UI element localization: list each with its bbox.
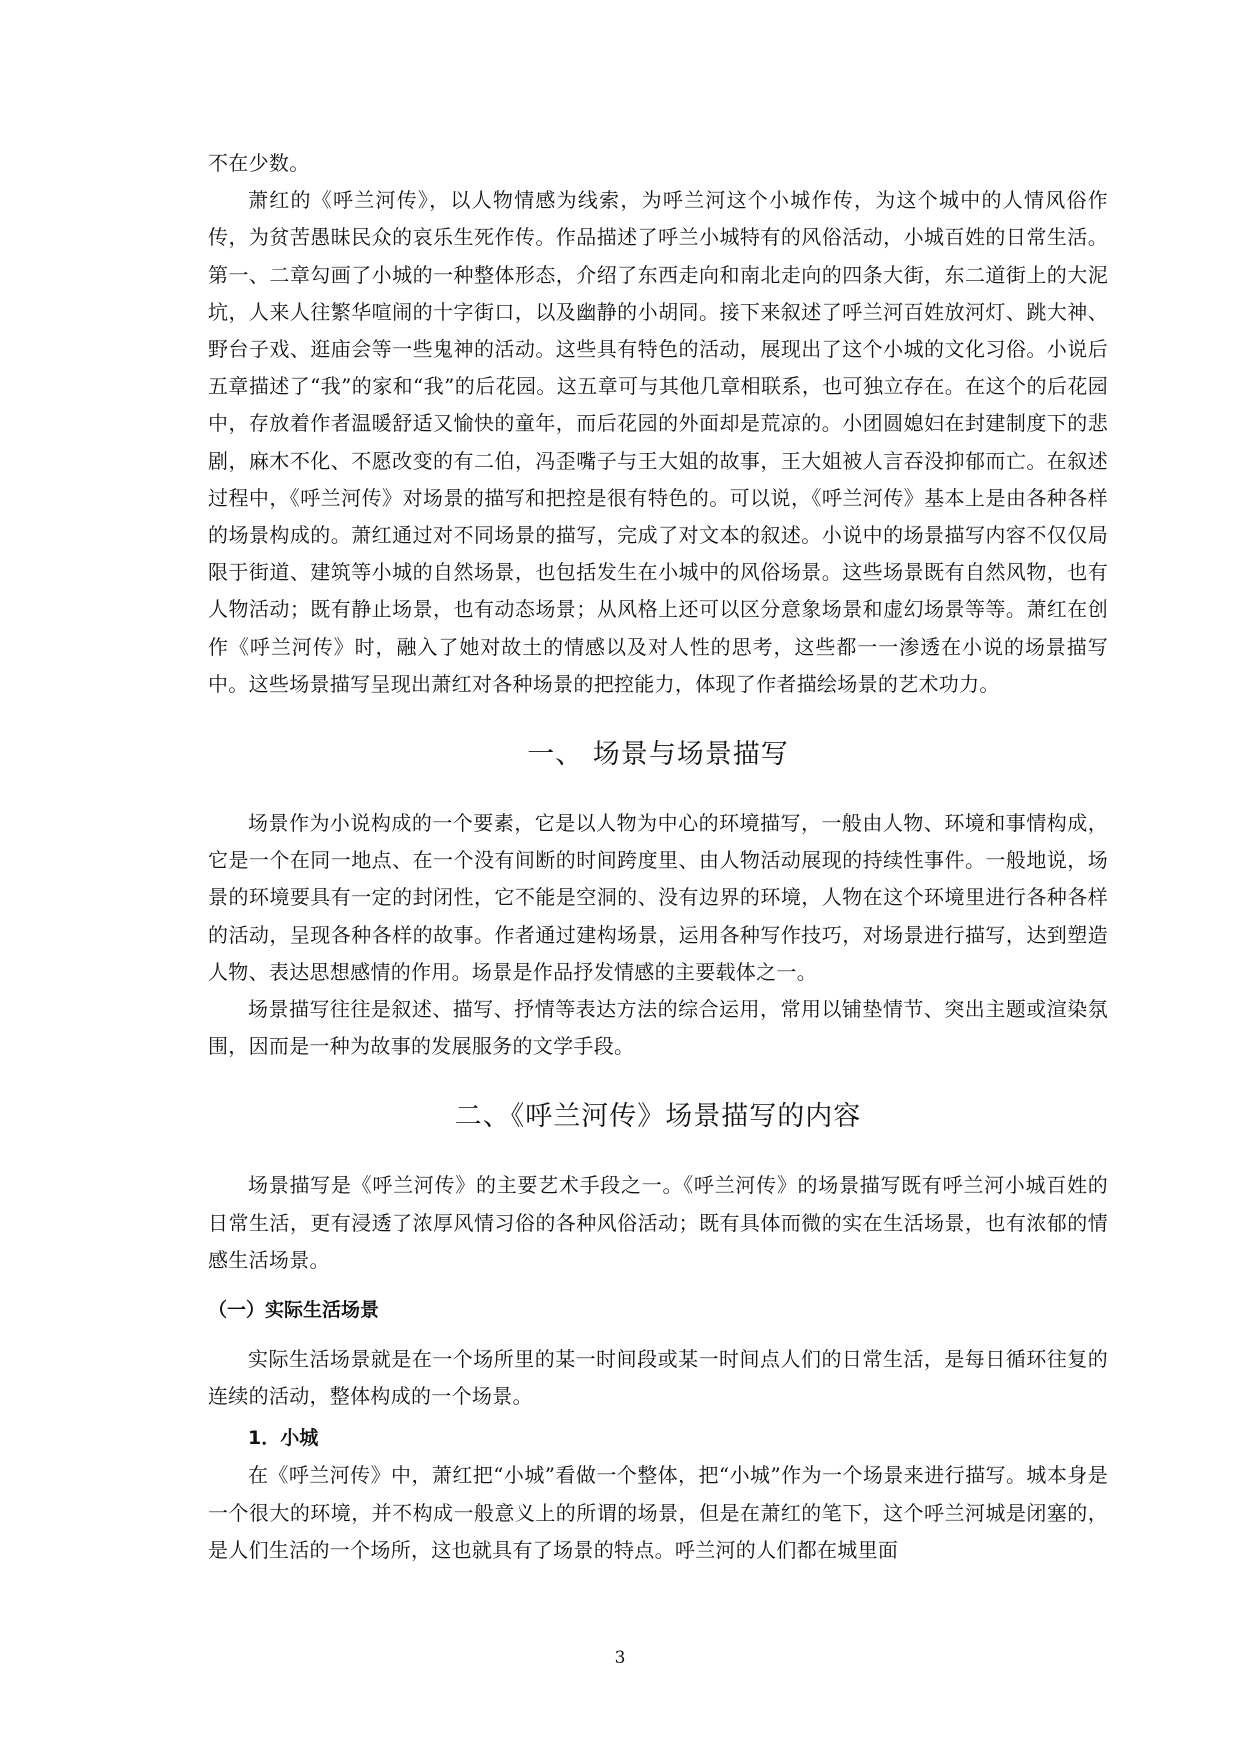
paragraph-small-town: 在《呼兰河传》中，萧红把“小城”看做一个整体，把“小城”作为一个场景来进行描写。城本身是一个很大的环境，并不构成一般意义上的所谓的场景，但是在萧红的笔下，这个呼兰河城是闭塞的，是人们生活的一个场所，这也就具有了场景的特点。呼兰河的人们都在城里面 bbox=[208, 1463, 1108, 1562]
page-body bbox=[208, 145, 1108, 1569]
subheading-real-life-scenes: （一）实际生活场景 bbox=[208, 1299, 380, 1322]
section-heading-scene-description: 一、 场景与场景描写 bbox=[527, 739, 789, 771]
section-heading-scene-content: 二、《呼兰河传》场景描写的内容 bbox=[454, 1101, 862, 1133]
paragraph-real-life-definition: 实际生活场景就是在一个场所里的某一时间段或某一时间点人们的日常生活，是每日循环往复的连续的活动，整体构成的一个场景。 bbox=[208, 1347, 1108, 1409]
paragraph-scene-techniques: 场景描写往往是叙述、描写、抒情等表达方法的综合运用，常用以铺垫情节、突出主题或渲染氛围，因而是一种为故事的发展服务的文学手段。 bbox=[208, 997, 1108, 1059]
paragraph-novel-overview: 萧红的《呼兰河传》，以人物情感为线索，为呼兰河这个小城作传，为这个城中的人情风俗作传，为贫苦愚昧民众的哀乐生死作传。作品描述了呼兰小城特有的风俗活动，小城百姓的日常生活。第一、二章勾画了小城的一种整体形态，介绍了东西走向和南北走向的四条大街，东二道街上的大泥坑，人来人往繁华喧闹的十字街口，以及幽静的小胡同。接下来叙述了呼兰河百姓放河灯、跳大神、野台子戏、逛庙会等一些鬼神的活动。这些具有特色的活动，展现出了这个小城的文化习俗。小说后五章描述了“我”的家和“我”的后花园。这五章可与其他几章相联系，也可独立存在。在这个的后花园中，存放着作者温暖舒适又愉快的童年，而后花园的外面却是荒凉的。小团圆媳妇在封建制度下的悲剧，麻木不化、不愿改变的有二伯，冯歪嘴子与王大姐的故事，王大姐被人言吞没抑郁而亡。在叙述过程中，《呼兰河传》对场景的描写和把控是很有特色的。可以说，《呼兰河传》基本上是由各种各样的场景构成的。萧红通过对不同场景的描写，完成了对文本的叙述。小说中的场景描写内容不仅仅局限于街道、建筑等小城的自然场景，也包括发生在小城中的风俗场景。这些场景既有自然风物，也有人物活动；既有静止场景，也有动态场景；从风格上还可以区分意象场景和虚幻场景等等。萧红在创作《呼兰河传》时，融入了她对故土的情感以及对人性的思考，这些都一一渗透在小说的场景描写中。这些场景描写呈现出萧红对各种场景的把控能力，体现了作者描绘场景的艺术功力。 bbox=[208, 188, 1108, 696]
subheading-small-town: 1．小城 bbox=[248, 1427, 319, 1450]
paragraph-continuation: 不在少数。 bbox=[208, 151, 310, 175]
paragraph-scene-content-intro: 场景描写是《呼兰河传》的主要艺术手段之一。《呼兰河传》的场景描写既有呼兰河小城百姓的日常生活，更有浸透了浓厚风情习俗的各种风俗活动；既有具体而微的实在生活场景，也有浓郁的情感生活场景。 bbox=[208, 1173, 1108, 1272]
page-number: 3 bbox=[614, 1648, 626, 1668]
paragraph-scene-definition: 场景作为小说构成的一个要素，它是以人物为中心的环境描写，一般由人物、环境和事情构成，它是一个在同一地点、在一个没有间断的时间跨度里、由人物活动展现的持续性事件。一般地说，场景的环境要具有一定的封闭性，它不能是空洞的、没有边界的环境，人物在这个环境里进行各种各样的活动，呈现各种各样的故事。作者通过建构场景，运用各种写作技巧，对场景进行描写，达到塑造人物、表达思想感情的作用。场景是作品抒发情感的主要载体之一。 bbox=[208, 811, 1108, 984]
